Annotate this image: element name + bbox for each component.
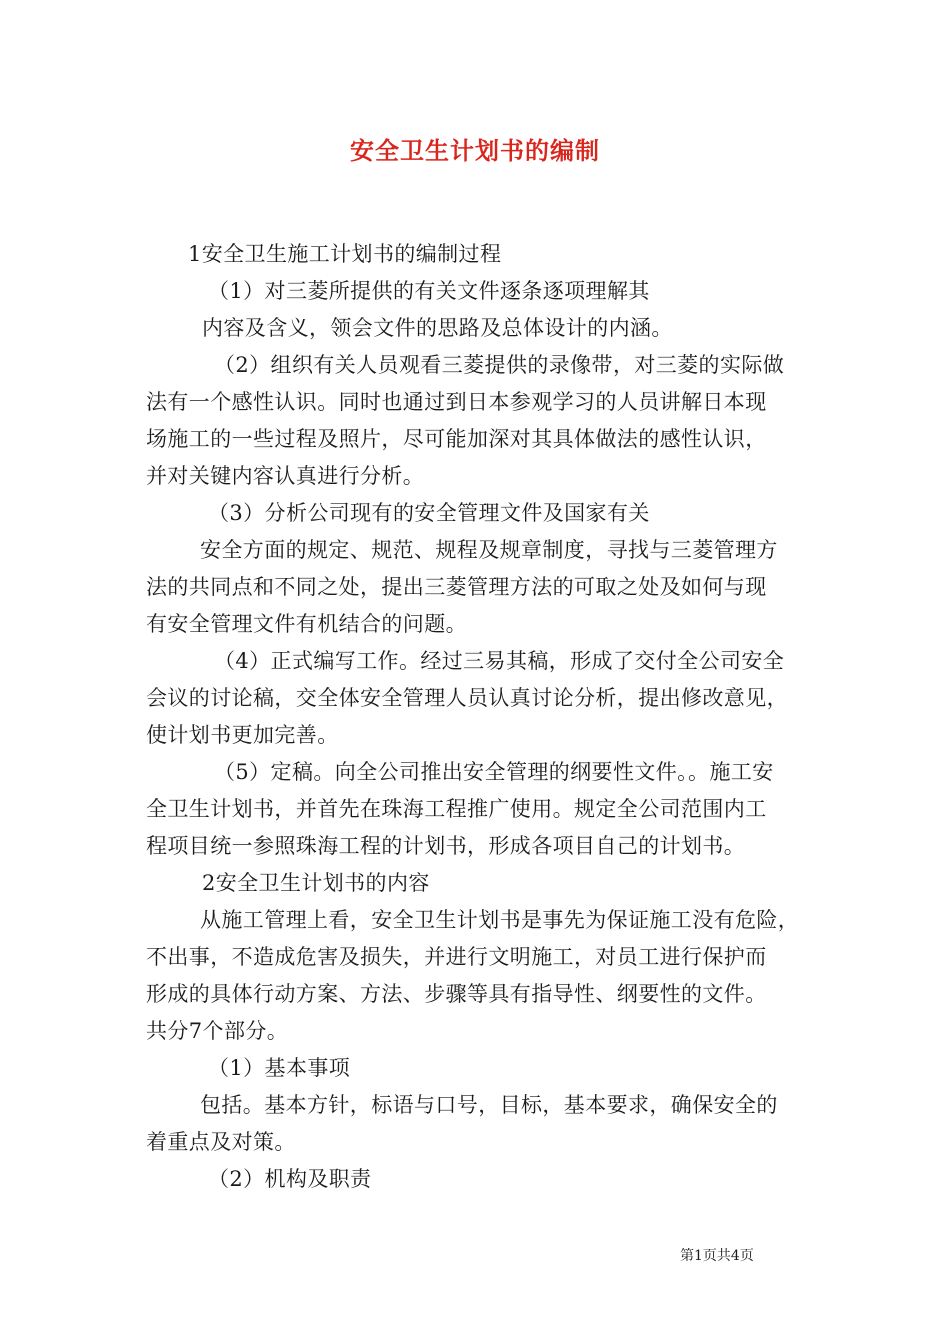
paragraph-line: （2）组织有关人员观看三菱提供的录像带，对三菱的实际做: [214, 353, 785, 377]
paragraph-line: （5）定稿。向全公司推出安全管理的纲要性文件。。施工安: [214, 760, 774, 784]
paragraph-line: 场施工的一些过程及照片，尽可能加深对其具体做法的感性认识，: [146, 427, 767, 451]
paragraph-line: 从施工管理上看，安全卫生计划书是事先为保证施工没有危险，: [200, 908, 800, 932]
paragraph-line: 不出事，不造成危害及损失，并进行文明施工，对员工进行保护而: [146, 945, 767, 969]
paragraph-line: 有安全管理文件有机结合的问题。: [146, 612, 467, 636]
paragraph-line: 形成的具体行动方案、方法、步骤等具有指导性、纲要性的文件。: [146, 982, 767, 1006]
document-body: [146, 236, 816, 1198]
paragraph-line: 法有一个感性认识。同时也通过到日本参观学习的人员讲解日本现: [146, 390, 767, 414]
paragraph-line: 共分7个部分。: [146, 1019, 289, 1043]
paragraph-line: （3）分析公司现有的安全管理文件及国家有关: [208, 501, 650, 525]
document-title: 安全卫生计划书的编制: [350, 136, 600, 165]
section-heading: 1安全卫生施工计划书的编制过程: [188, 242, 502, 266]
paragraph-line: 全卫生计划书，并首先在珠海工程推广使用。规定全公司范围内工: [146, 797, 767, 821]
paragraph-line: 着重点及对策。: [146, 1130, 296, 1154]
paragraph-line: （1）基本事项: [208, 1056, 351, 1080]
paragraph-line: 会议的讨论稿，交全体安全管理人员认真讨论分析，提出修改意见，: [146, 686, 788, 710]
paragraph-line: （2）机构及职责: [208, 1167, 372, 1191]
paragraph-line: 使计划书更加完善。: [146, 723, 339, 747]
paragraph-line: 包括。基本方针，标语与口号，目标，基本要求，确保安全的: [200, 1093, 778, 1117]
page-indicator: 第1页共4页: [680, 1248, 754, 1264]
paragraph-line: 并对关键内容认真进行分析。: [146, 464, 425, 488]
paragraph-line: （4）正式编写工作。经过三易其稿，形成了交付全公司安全: [214, 649, 785, 673]
paragraph-line: 程项目统一参照珠海工程的计划书，形成各项目自己的计划书。: [146, 834, 746, 858]
section-heading: 2安全卫生计划书的内容: [202, 871, 430, 895]
paragraph-line: （1）对三菱所提供的有关文件逐条逐项理解其: [208, 279, 650, 303]
paragraph-line: 内容及含义，领会文件的思路及总体设计的内涵。: [202, 316, 673, 340]
paragraph-line: 法的共同点和不同之处，提出三菱管理方法的可取之处及如何与现: [146, 575, 767, 599]
paragraph-line: 安全方面的规定、规范、规程及规章制度，寻找与三菱管理方: [200, 538, 778, 562]
